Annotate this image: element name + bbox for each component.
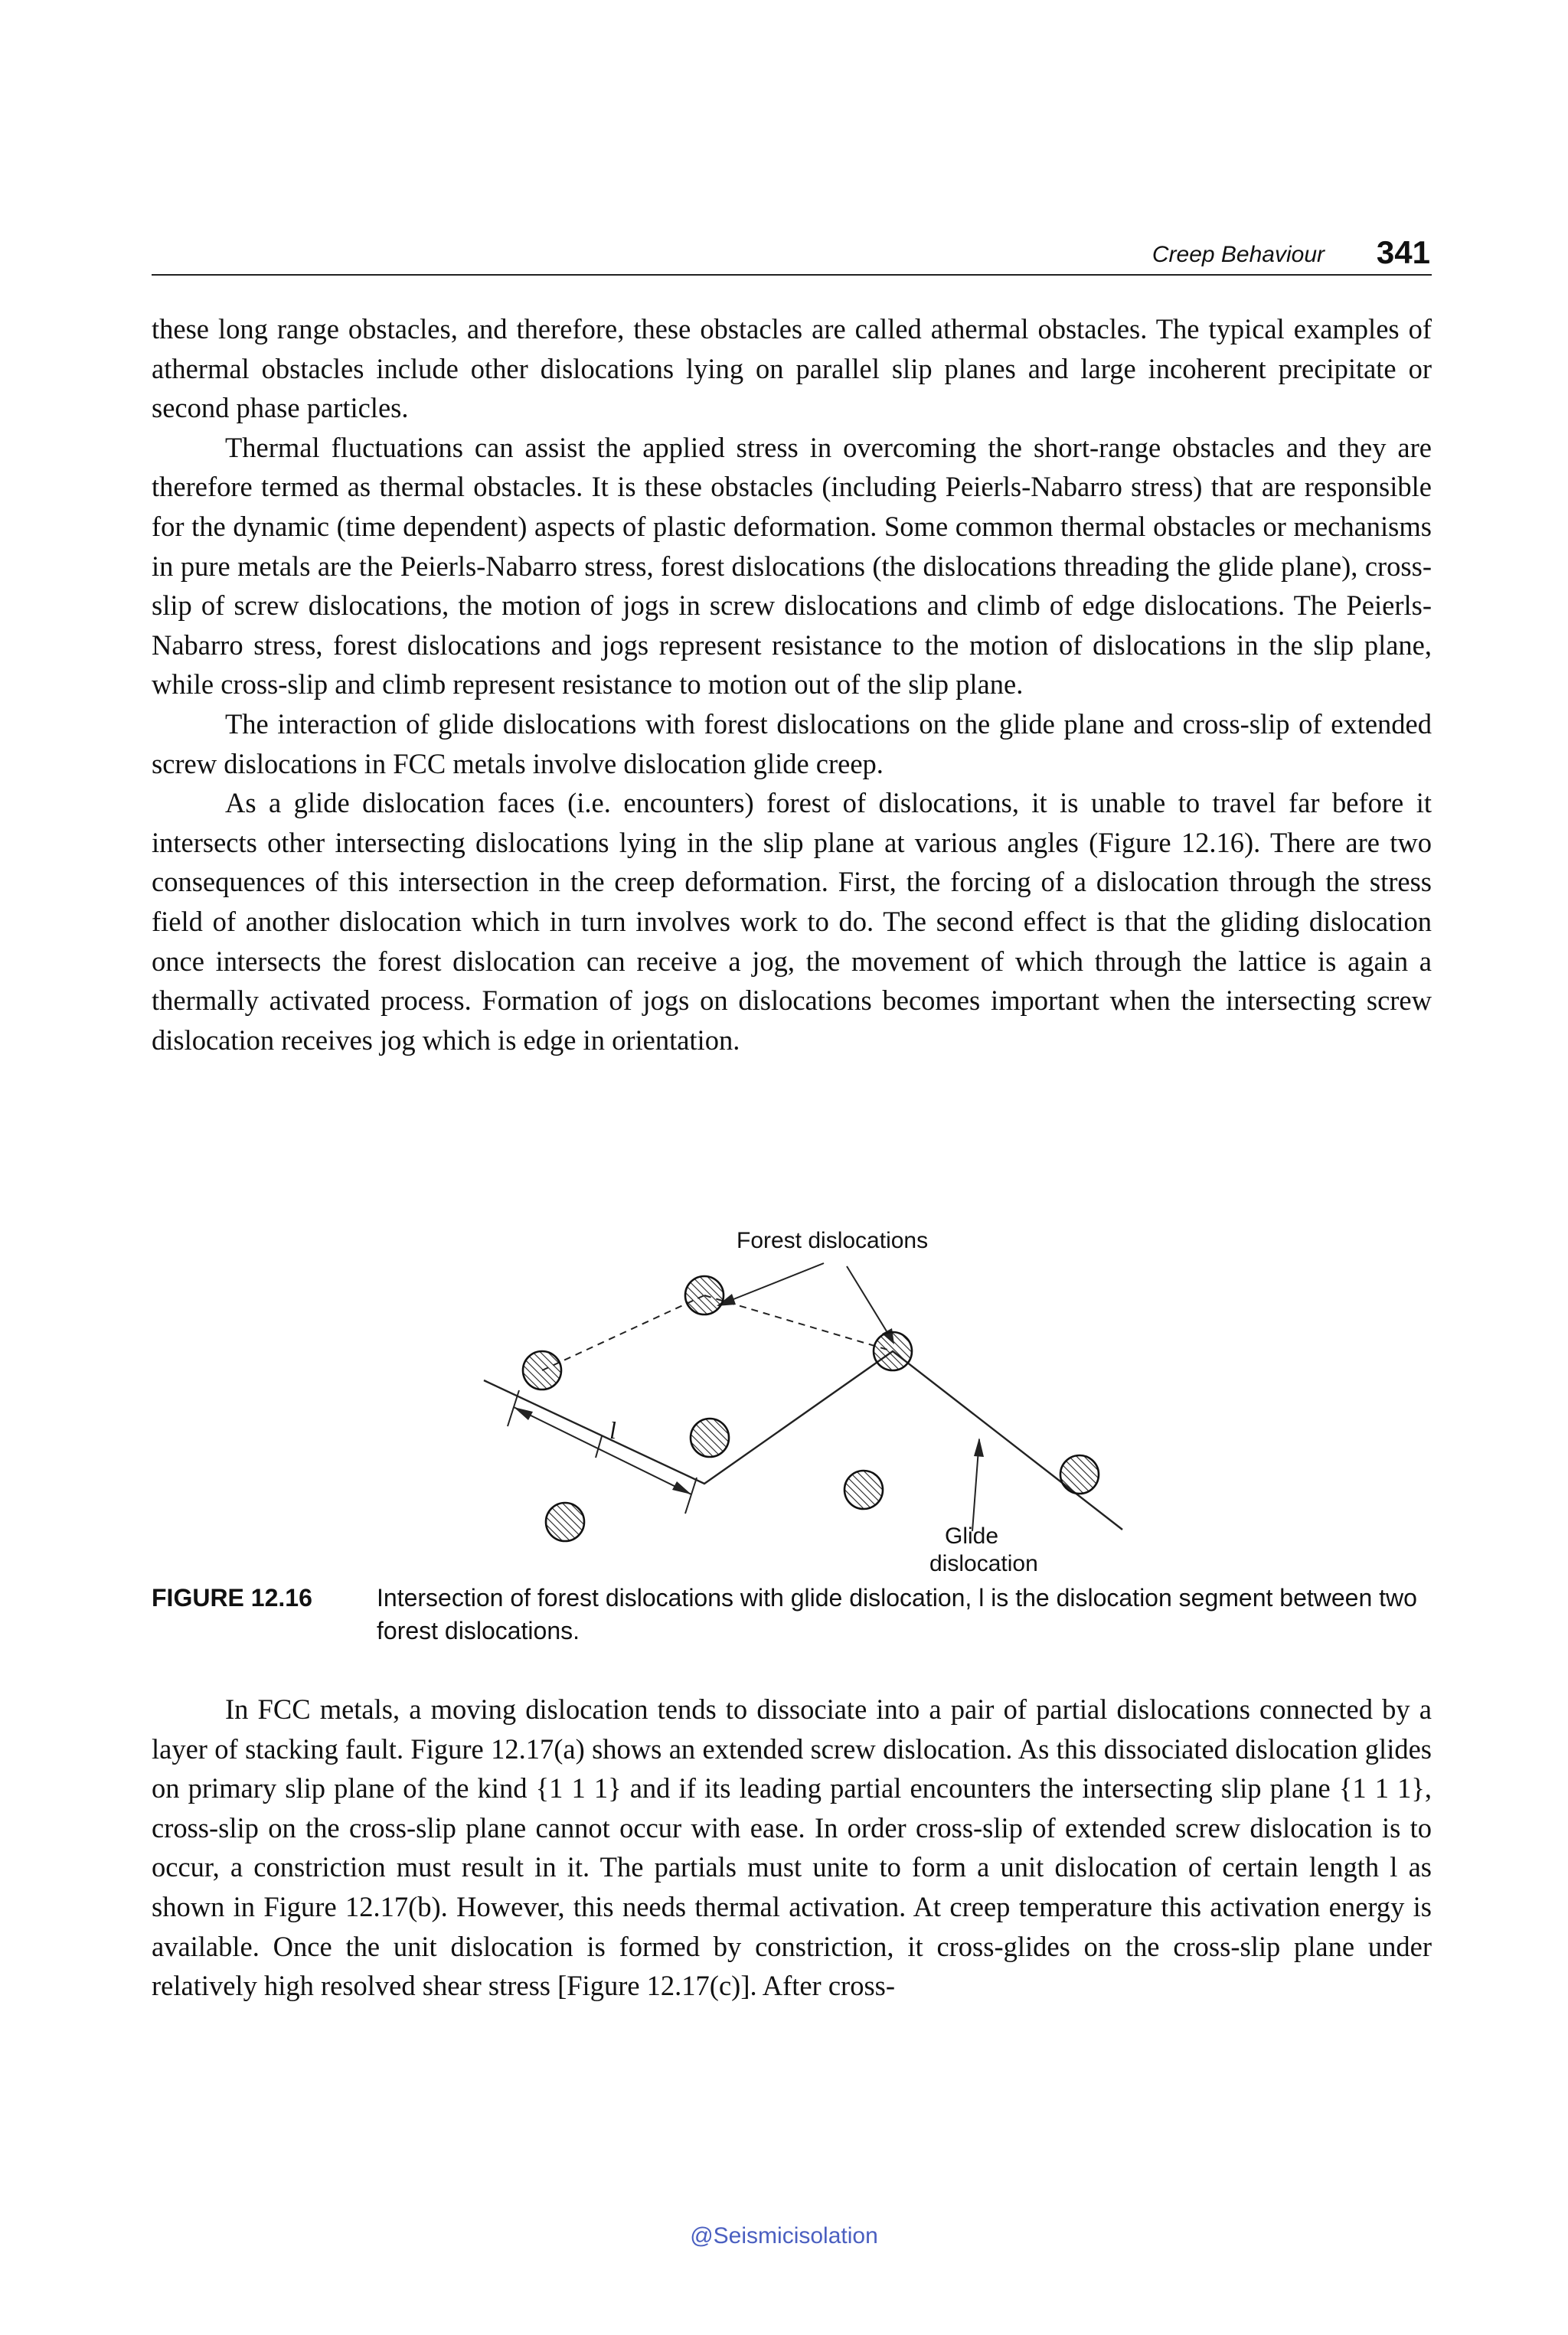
forest-dislocation-5 (844, 1471, 883, 1509)
segment-arrow-end (672, 1481, 691, 1494)
dashed-path-left (542, 1295, 704, 1370)
figure-12-16 (458, 1210, 1147, 1592)
label-glide: Glide (945, 1523, 999, 1549)
paragraph-3: The interaction of glide dislocations with forest dislocations on the glide plane and cross-slip of extended screw dislocations in FCC metals involve dislocation glide creep. (152, 707, 1432, 779)
segment-tick-end (685, 1478, 697, 1514)
paragraph-2: Thermal fluctuations can assist the applied stress in overcoming the short-range obstacles and they are therefore termed as thermal obstacles. It is these obstacles (including Peierls-Nabarro stress) that are responsible for the dynamic (time dependent) aspects of plastic deformation. Some common thermal obstacles or mechanisms in pure metals are the Peierls-Nabarro stress, forest dislocations (the dislocations threading the glide plane), cross-slip of screw dislocations, the motion of jogs in screw dislocations and climb of edge dislocations. The Peierls-Nabarro stress, forest dislocations and jogs represent resistance to the motion of dislocations in the slip plane, while cross-slip and climb represent resistance to motion out of the slip plane. (152, 431, 1432, 700)
paragraph-4: As a glide dislocation faces (i.e. encounters) forest of dislocations, it is unable to travel far before it intersects other intersecting dislocations lying in the slip plane at various angles (Figure 12.16). There are two consequences of this intersection in the creep deformation. First, the forcing of a dislocation through the stress field of another dislocation which in turn involves work to do. The second effect is that the gliding dislocation once intersects the forest dislocation can receive a jog, the movement of which through the lattice is again a thermally activated process. Formation of jogs on dislocations becomes important when the intersecting screw dislocation receives jog which is edge in orientation. (152, 787, 1432, 1056)
forest-dislocation-7 (1060, 1455, 1099, 1494)
segment-arrow-start (514, 1407, 533, 1420)
segment-l-line (514, 1407, 691, 1494)
glide-dislocation-line (484, 1351, 1122, 1530)
paragraph-5: In FCC metals, a moving dislocation tends to dissociate into a pair of partial dislocations connected by a layer of stacking fault. Figure 12.17(a) shows an extended screw dislocation. As this dissociated dislocation glides on primary slip plane of the kind {1 1 1} and if its leading partial encounters the intersecting slip plane {1 1 1}, cross-slip on the cross-slip plane cannot occur with ease. In order cross-slip of extended screw dislocation is to occur, a constriction must result in it. The partials must unite to form a unit dislocation of certain length l as shown in Figure 12.17(b). However, this needs thermal activation. At creep temperature this activation energy is available. Once the unit dislocation is formed by constriction, it cross-glides on the cross-slip plane under relatively high resolved shear stress [Figure 12.17(c)]. After cross- (152, 1693, 1432, 2002)
forest-dislocation-3 (523, 1351, 561, 1390)
leader-glide-arrowhead (974, 1438, 984, 1457)
label-segment-l: l (609, 1416, 616, 1444)
label-dislocation: dislocation (929, 1551, 1038, 1576)
body-text-bottom (152, 1690, 1432, 2006)
dislocation-diagram (458, 1210, 1147, 1592)
leader-forest-1 (718, 1263, 824, 1305)
paragraph-1: these long range obstacles, and therefore, these obstacles are called athermal obstacles. The typical examples of athermal obstacles include other dislocations lying on parallel slip planes and large incoherent precipitate or second phase particles. (152, 313, 1432, 424)
segment-tick-mid (596, 1436, 602, 1458)
label-forest-dislocations: Forest dislocations (737, 1228, 929, 1253)
page-header (152, 230, 1432, 276)
leader-forest-2 (847, 1266, 893, 1341)
watermark: @Seismicisolation (690, 2223, 878, 2248)
forest-dislocation-2 (874, 1332, 912, 1370)
running-title: Creep Behaviour (1152, 242, 1325, 267)
body-text-top (152, 309, 1432, 1060)
forest-dislocation-6 (546, 1503, 584, 1541)
forest-dislocation-4 (691, 1419, 729, 1457)
caption-text: Intersection of forest dislocations with glide dislocation, l is the dislocation segment between two forest dislocations. (377, 1584, 1417, 1644)
caption-label: FIGURE 12.16 (152, 1584, 312, 1612)
forest-dislocation-1 (685, 1276, 724, 1314)
page-number: 341 (1376, 234, 1430, 270)
